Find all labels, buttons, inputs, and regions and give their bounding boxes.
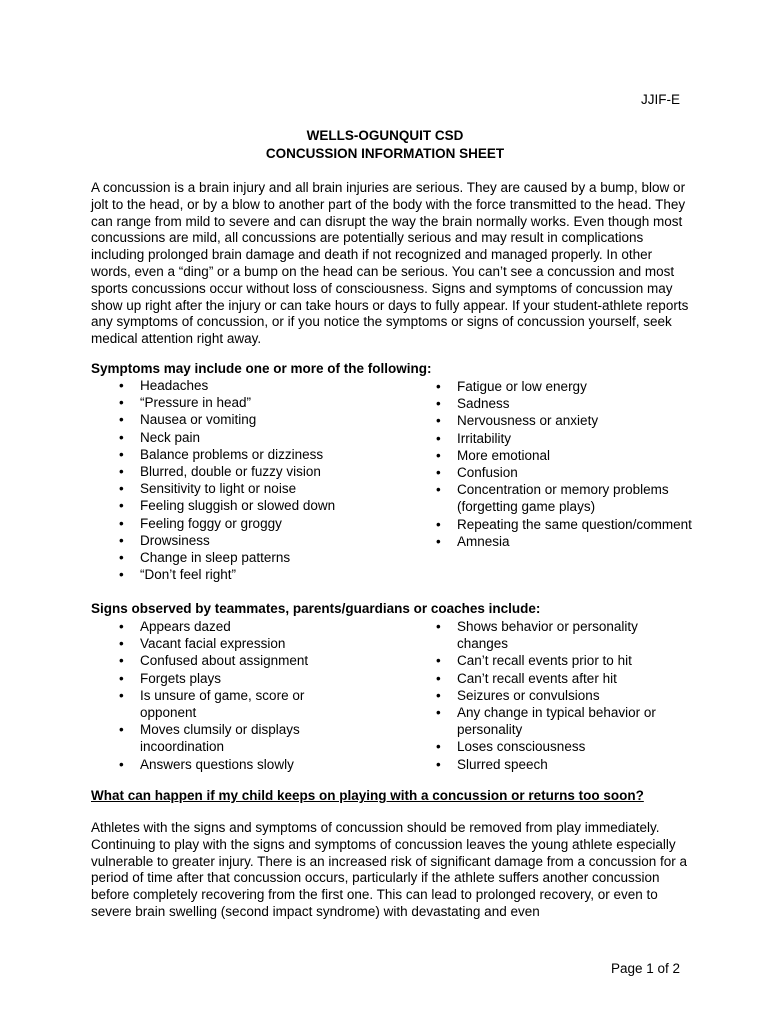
list-item: • Answers questions slowly: [117, 756, 322, 773]
list-item: • Neck pain: [117, 429, 407, 446]
list-item: • Feeling sluggish or slowed down: [117, 497, 407, 514]
list-item: • Balance problems or dizziness: [117, 446, 407, 463]
list-item: • Can’t recall events prior to hit: [434, 652, 674, 669]
district-title: WELLS-OGUNQUIT CSD: [306, 128, 464, 143]
list-item: • Headaches: [117, 377, 407, 394]
list-item: • Confused about assignment: [117, 652, 322, 669]
list-item: • Appears dazed: [117, 618, 322, 635]
list-item: • Confusion: [434, 464, 694, 481]
list-item: • Can’t recall events after hit: [434, 670, 674, 687]
list-item: • Moves clumsily or displays incoordination: [117, 721, 322, 755]
symptoms-list-left: [117, 377, 407, 583]
document-title: CONCUSSION INFORMATION SHEET: [265, 146, 505, 161]
policy-code: JJIF-E: [641, 92, 680, 107]
what-happens-paragraph: Athletes with the signs and symptoms of concussion should be removed from play immediately. Continuing to play with the signs and symptoms of concussion leaves the young athlete especially vulnerable to greater injury. There is an increased risk of significant damage from a concussion for a period of time after that concussion occurs, particularly if the athlete suffers another concussion before completely recovering from the first one. This can lead to prolonged recovery, or even to severe brain swelling (second impact syndrome) with devastating and even: [91, 820, 688, 919]
list-item: • Drowsiness: [117, 532, 407, 549]
list-item: • Is unsure of game, score or opponent: [117, 687, 322, 721]
list-item: • Sadness: [434, 395, 694, 412]
list-item: • Feeling foggy or groggy: [117, 515, 407, 532]
list-item: • “Don’t feel right”: [117, 566, 407, 583]
intro-paragraph: A concussion is a brain injury and all brain injuries are serious. They are caused by a bump, blow or jolt to the head, or by a blow to another part of the body with the force transmitted to the head. They can range from mild to severe and can disrupt the way the brain normally works. Even though most concussions are mild, all concussions are potentially serious and may result in complications including prolonged brain damage and death if not recognized and managed properly. In other words, even a “ding” or a bump on the head can be serious. You can’t see a concussion and most sports concussions occur without loss of consciousness. Signs and symptoms of concussion may show up right after the injury or can take hours or days to fully appear. If your student-athlete reports any symptoms of concussion, or if you notice the symptoms or signs of concussion yourself, seek medical attention right away.: [91, 180, 689, 347]
what-happens-heading: What can happen if my child keeps on playing with a concussion or returns too soon?: [91, 788, 644, 803]
list-item: • More emotional: [434, 447, 694, 464]
symptoms-list-right: [434, 378, 694, 550]
page-number: Page 1 of 2: [610, 961, 680, 976]
list-item: • Loses consciousness: [434, 738, 674, 755]
list-item: • Repeating the same question/comment: [434, 516, 694, 533]
signs-list-left: [117, 618, 322, 773]
list-item: • Nervousness or anxiety: [434, 412, 694, 429]
list-item: • Seizures or convulsions: [434, 687, 674, 704]
signs-list-right: [434, 618, 674, 773]
list-item: • Blurred, double or fuzzy vision: [117, 463, 407, 480]
list-item: • Change in sleep patterns: [117, 549, 407, 566]
list-item: • Amnesia: [434, 533, 694, 550]
signs-heading: Signs observed by teammates, parents/guardians or coaches include:: [91, 601, 541, 616]
list-item: • Vacant facial expression: [117, 635, 322, 652]
list-item: • Forgets plays: [117, 670, 322, 687]
list-item: • Any change in typical behavior or personality: [434, 704, 674, 738]
list-item: • Sensitivity to light or noise: [117, 480, 407, 497]
list-item: • Nausea or vomiting: [117, 411, 407, 428]
symptoms-heading: Symptoms may include one or more of the following:: [91, 361, 432, 376]
list-item: • Slurred speech: [434, 756, 674, 773]
list-item: • “Pressure in head”: [117, 394, 407, 411]
list-item: • Concentration or memory problems (forgetting game plays): [434, 481, 694, 515]
list-item: • Fatigue or low energy: [434, 378, 694, 395]
list-item: • Irritability: [434, 430, 694, 447]
list-item: • Shows behavior or personality changes: [434, 618, 674, 652]
